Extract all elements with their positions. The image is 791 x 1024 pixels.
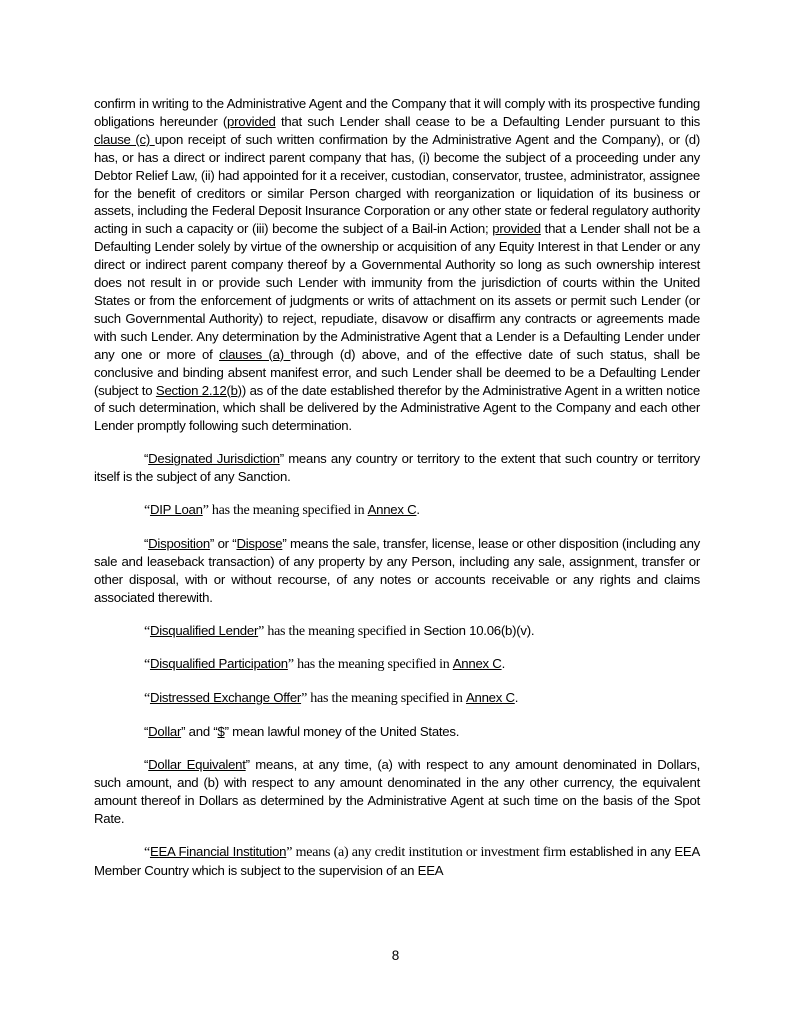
quote: “: [144, 623, 150, 639]
definition-text: ” means any country or territory to the extent that such country or territory itself is the subject of any Sanction.: [94, 451, 700, 485]
defined-term: EEA Financial Institution: [149, 843, 287, 859]
quote: “: [144, 691, 150, 707]
text-run: ) as of the date established therefor by the Administrative Agent in a written notice of such determination, which shall be delivered by the Administrative Agent to the Company and each other Lender promptly following such determination.: [94, 382, 700, 434]
quote: “: [144, 724, 149, 740]
defined-term: Distressed Exchange Offer: [149, 690, 302, 706]
annex-reference: Annex C: [452, 656, 502, 672]
definition-eea-financial-institution: [94, 843, 700, 880]
definition-disposition: [94, 535, 700, 607]
definition-text: ” has the meaning specified in: [202, 503, 368, 519]
underlined-term: provided: [227, 113, 276, 129]
defined-term: Disqualified Lender: [149, 622, 259, 638]
definition-distressed-exchange-offer: [94, 689, 700, 708]
defined-term: $: [217, 724, 225, 740]
text-run: that a Lender shall not be a Defaulting Lender solely by virtue of the ownership or acquisition of any Equity Interest in that Lender or any direct or indirect parent company thereof by a Governmental Authority so long as such ownership interest does not result in or provide such Lender with immunity from the jurisdiction of courts within the United States or from the enforcement of judgments or writs of attachment on its assets or permit such Lender (or such Governmental Authority) to reject, repudiate, disavow or disaffirm any contracts or agreements made with such Lender. Any determination by the Administrative Agent that a Lender is a Defaulting Lender under any one or more of: [94, 221, 701, 362]
text-run: upon receipt of such written confirmation by the Administrative Agent and the Company), or (d) has, or has a direct or indirect parent company that has, (i) become the subject of a proceeding under any Debtor Relief Law, (ii) had appointed for it a receiver, custodian, conservator, trustee, administrator, assignee for the benefit of creditors or similar Person charged with reorganization or liquidation of its business or assets, including the Federal Deposit Insurance Corporation or any other state or federal regulatory authority acting in such a capacity or (iii) become the subject of a Bail-in Action;: [94, 131, 701, 237]
document-page: [94, 95, 700, 880]
section-reference: Section 2.12(b): [155, 382, 242, 398]
text-run: through (d) above, and of the effective date of such status, shall be conclusive and binding absent manifest error, and such Lender shall be deemed to be a Defaulting Lender (subject to: [94, 346, 700, 398]
definition-text: ” has the meaning specified in: [287, 657, 453, 673]
quote: “: [144, 535, 149, 551]
definition-text: ” has the meaning specified i: [258, 623, 413, 639]
definition-text: ” or “: [209, 535, 237, 551]
defined-term: Disposition: [148, 535, 210, 551]
definition-designated-jurisdiction: [94, 450, 700, 486]
definition-dip-loan: [94, 501, 700, 520]
definition-text: .: [501, 656, 505, 672]
definition-text: .: [416, 502, 420, 518]
quote: “: [144, 451, 149, 467]
clause-reference: clauses (a): [219, 346, 291, 362]
definition-text: ” means, at any time, (a) with respect to any amount denominated in Dollars, such amount, and (b) with respect to any amount denominated in the any other currency, the equivalent amount thereof in Dollars as determined by the Administrative Agent at such time on the basis of the Spot Rate.: [94, 757, 700, 826]
definition-text: ” means the sale, transfer, license, lease or other disposition (including any sale and leaseback transaction) of any property by any Person, including any sale, assignment, transfer or other disposal, with or without recourse, of any notes or accounts receivable or any rights and claims associated therewith.: [94, 535, 701, 605]
definition-disqualified-participation: [94, 655, 700, 674]
quote: “: [144, 844, 150, 860]
underlined-term: provided: [492, 221, 541, 237]
definition-text: ” and “: [181, 724, 218, 740]
definition-text: .: [514, 690, 519, 706]
definition-text: ” mean lawful money of the United States.: [224, 724, 460, 740]
annex-reference: Annex C: [465, 690, 515, 706]
definition-text: ” has the meaning specified in: [301, 691, 466, 707]
defined-term: Designated Jurisdiction: [148, 451, 280, 467]
defined-term: DIP Loan: [149, 502, 203, 518]
definition-dollar: [94, 723, 700, 741]
definition-text: established in any EEA Member Country which is subject to the supervision of an EEA: [94, 843, 700, 878]
annex-reference: Annex C: [367, 502, 417, 518]
page-number: 8: [391, 948, 400, 963]
text-run: confirm in writing to the Administrative Agent and the Company that it will comply with its prospective funding obligations hereunder (: [94, 96, 700, 129]
defined-term: Dollar Equivalent: [148, 757, 246, 773]
definition-disqualified-lender: [94, 622, 700, 641]
defined-term: Dispose: [236, 535, 283, 551]
text-run: that such Lender shall cease to be a Defaulting Lender pursuant to this: [275, 113, 700, 129]
quote: “: [144, 503, 150, 519]
definition-dollar-equivalent: [94, 756, 700, 828]
quote: “: [144, 757, 149, 773]
defaulting-lender-continuation-paragraph: [94, 95, 700, 435]
defined-term: Dollar: [148, 724, 182, 740]
definition-text: ” means (a) any credit institution or investment firm: [286, 844, 570, 860]
section-reference: n Section 10.06(b)(v).: [412, 622, 535, 638]
clause-reference: clause (c): [94, 131, 155, 147]
quote: “: [144, 657, 150, 673]
defined-term: Disqualified Participation: [149, 656, 288, 672]
